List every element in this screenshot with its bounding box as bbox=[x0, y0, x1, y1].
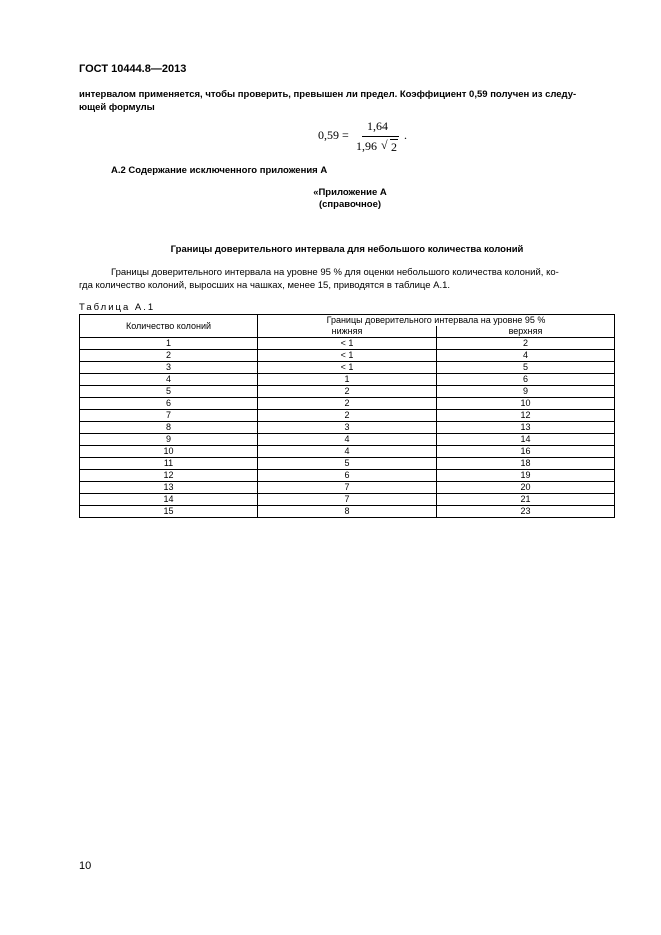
document-code: ГОСТ 10444.8—2013 bbox=[79, 63, 187, 75]
cell-lower: 2 bbox=[258, 386, 437, 398]
cell-colonies: 11 bbox=[80, 458, 258, 470]
cell-lower: 2 bbox=[258, 398, 437, 410]
table-row bbox=[80, 506, 615, 518]
cell-lower: 7 bbox=[258, 482, 437, 494]
confidence-table bbox=[79, 314, 615, 518]
cell-lower: < 1 bbox=[258, 362, 437, 374]
table-row bbox=[80, 446, 615, 458]
subsection-heading: Границы доверительного интервала для небольшого количества колоний bbox=[170, 244, 524, 255]
col-header-group: Границы доверительного интервала на уровне 95 % bbox=[258, 315, 615, 327]
col-header-upper: верхняя bbox=[437, 326, 615, 338]
appendix-title: «Приложение А bbox=[313, 187, 387, 198]
formula-lhs: 0,59 = bbox=[318, 128, 349, 142]
table-row bbox=[80, 362, 615, 374]
cell-lower: 4 bbox=[258, 446, 437, 458]
cell-upper: 19 bbox=[437, 470, 615, 482]
table-row bbox=[80, 434, 615, 446]
cell-lower: 4 bbox=[258, 434, 437, 446]
table-row bbox=[80, 386, 615, 398]
col-header-lower: нижняя bbox=[258, 326, 437, 338]
fraction-bar bbox=[362, 136, 399, 137]
cell-upper: 20 bbox=[437, 482, 615, 494]
cell-lower: < 1 bbox=[258, 350, 437, 362]
cell-upper: 14 bbox=[437, 434, 615, 446]
cell-upper: 4 bbox=[437, 350, 615, 362]
cell-lower: < 1 bbox=[258, 338, 437, 350]
cell-lower: 8 bbox=[258, 506, 437, 518]
table-row bbox=[80, 398, 615, 410]
cell-colonies: 13 bbox=[80, 482, 258, 494]
cell-upper: 16 bbox=[437, 446, 615, 458]
cell-upper: 13 bbox=[437, 422, 615, 434]
paragraph-line-2: гда количество колоний, выросших на чашках, менее 15, приводятся в таблице А.1. bbox=[79, 280, 451, 291]
cell-colonies: 3 bbox=[80, 362, 258, 374]
cell-colonies: 6 bbox=[80, 398, 258, 410]
cell-lower: 6 bbox=[258, 470, 437, 482]
cell-lower: 1 bbox=[258, 374, 437, 386]
cell-lower: 2 bbox=[258, 410, 437, 422]
formula-end: . bbox=[404, 128, 407, 142]
formula bbox=[318, 117, 418, 159]
intro-line-1: интервалом применяется, чтобы проверить, превышен ли предел. Коэффициент 0,59 получен из следу- bbox=[79, 89, 577, 100]
cell-upper: 5 bbox=[437, 362, 615, 374]
table-row bbox=[80, 410, 615, 422]
table-row bbox=[80, 482, 615, 494]
cell-colonies: 10 bbox=[80, 446, 258, 458]
table-body bbox=[80, 338, 615, 518]
intro-line-2: ющей формулы bbox=[79, 102, 155, 113]
cell-lower: 7 bbox=[258, 494, 437, 506]
cell-colonies: 14 bbox=[80, 494, 258, 506]
cell-colonies: 8 bbox=[80, 422, 258, 434]
table-row bbox=[80, 350, 615, 362]
table-caption: Таблица А.1 bbox=[79, 302, 156, 313]
cell-upper: 18 bbox=[437, 458, 615, 470]
cell-colonies: 2 bbox=[80, 350, 258, 362]
table-row bbox=[80, 422, 615, 434]
cell-upper: 9 bbox=[437, 386, 615, 398]
cell-colonies: 12 bbox=[80, 470, 258, 482]
cell-lower: 3 bbox=[258, 422, 437, 434]
table-row bbox=[80, 494, 615, 506]
formula-radicand: 2 bbox=[391, 140, 397, 154]
table-row bbox=[80, 338, 615, 350]
table-row bbox=[80, 458, 615, 470]
table-row bbox=[80, 374, 615, 386]
cell-upper: 21 bbox=[437, 494, 615, 506]
section-heading: А.2 Содержание исключенного приложения А bbox=[111, 165, 328, 176]
table-row bbox=[80, 470, 615, 482]
paragraph-line-1: Границы доверительного интервала на уровне 95 % для оценки небольшого количества колоний, ко- bbox=[111, 267, 559, 278]
formula-denominator: 1,96 bbox=[356, 139, 377, 153]
cell-upper: 6 bbox=[437, 374, 615, 386]
appendix-subtitle: (справочное) bbox=[318, 199, 382, 210]
cell-lower: 5 bbox=[258, 458, 437, 470]
cell-colonies: 4 bbox=[80, 374, 258, 386]
sqrt-sign: √ bbox=[381, 138, 388, 152]
cell-colonies: 5 bbox=[80, 386, 258, 398]
cell-colonies: 1 bbox=[80, 338, 258, 350]
cell-colonies: 15 bbox=[80, 506, 258, 518]
col-header-colonies: Количество колоний bbox=[80, 315, 258, 338]
cell-upper: 12 bbox=[437, 410, 615, 422]
cell-upper: 23 bbox=[437, 506, 615, 518]
formula-numerator: 1,64 bbox=[367, 119, 388, 133]
cell-upper: 2 bbox=[437, 338, 615, 350]
cell-colonies: 7 bbox=[80, 410, 258, 422]
page-number: 10 bbox=[79, 860, 92, 872]
cell-colonies: 9 bbox=[80, 434, 258, 446]
cell-upper: 10 bbox=[437, 398, 615, 410]
